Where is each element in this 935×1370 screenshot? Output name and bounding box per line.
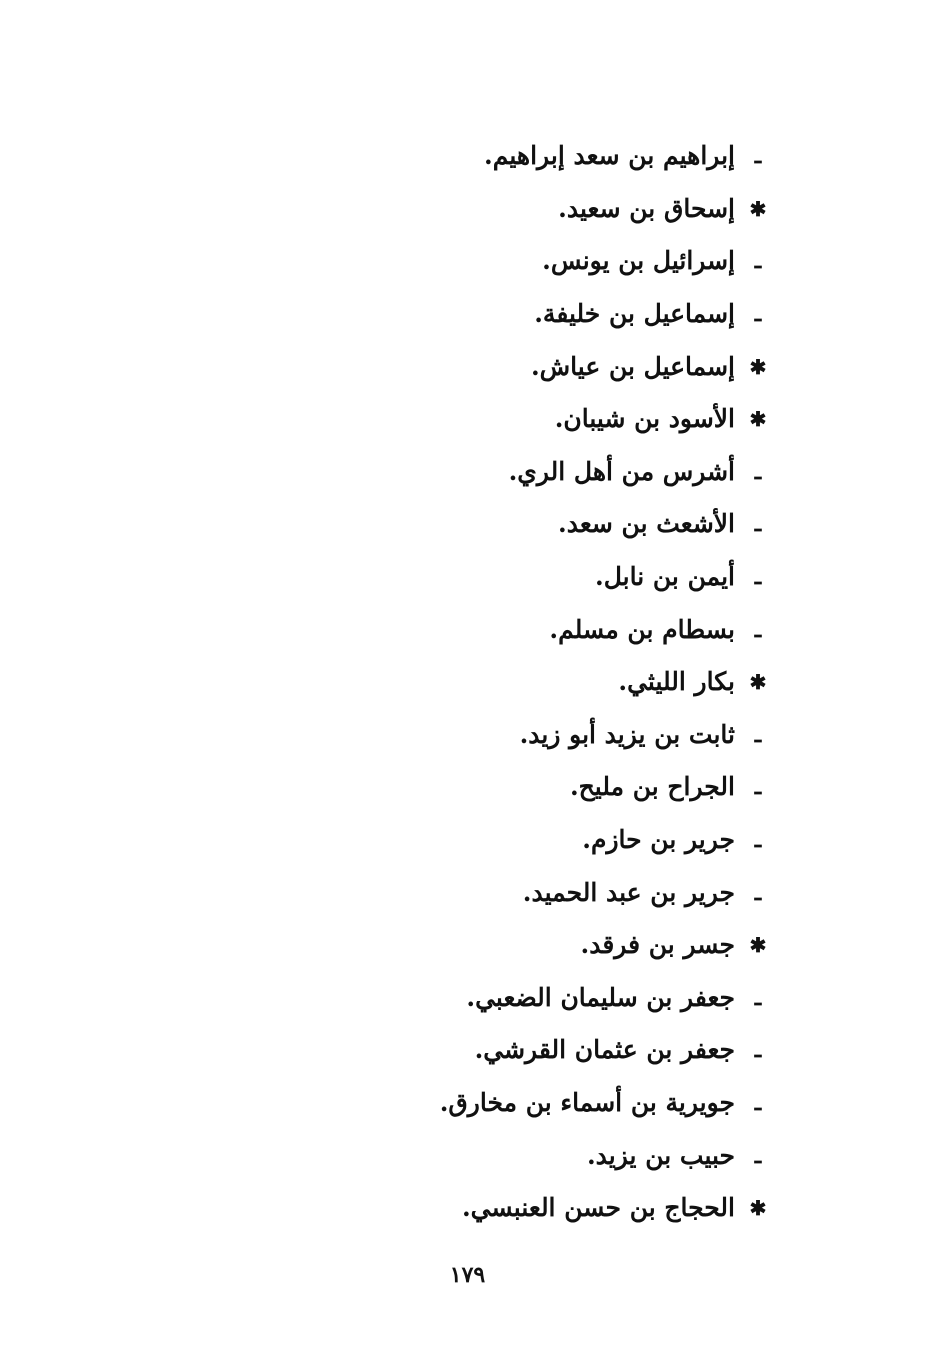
narrator-name: الأسود بن شيبان. xyxy=(554,404,735,434)
list-item xyxy=(355,1024,775,1077)
dash-marker: ـ xyxy=(754,511,762,538)
list-item xyxy=(355,866,775,919)
dash-marker: ـ xyxy=(754,879,762,906)
list-item xyxy=(355,1077,775,1130)
narrator-name: إسرائيل بن يونس. xyxy=(542,246,735,276)
list-item xyxy=(355,656,775,709)
list-item xyxy=(355,393,775,446)
dash-marker: ـ xyxy=(754,248,762,275)
narrator-name: جسر بن فرقد. xyxy=(580,930,735,960)
list-item xyxy=(355,130,775,183)
dash-marker: ـ xyxy=(754,564,762,591)
list-item xyxy=(355,919,775,972)
narrator-list xyxy=(355,130,775,1234)
narrator-name: جرير بن عبد الحميد. xyxy=(522,877,735,907)
narrator-name: ثابت بن يزيد أبو زيد. xyxy=(519,719,735,749)
narrator-name: أشرس من أهل الري. xyxy=(508,456,735,486)
list-item xyxy=(355,288,775,341)
list-item xyxy=(355,603,775,656)
asterisk-marker: ✱ xyxy=(749,670,767,695)
dash-marker: ـ xyxy=(754,1037,762,1064)
narrator-name: الأشعث بن سعد. xyxy=(558,509,735,539)
narrator-name: إسماعيل بن خليفة. xyxy=(534,299,735,329)
dash-marker: ـ xyxy=(754,774,762,801)
list-item xyxy=(355,761,775,814)
dash-marker: ـ xyxy=(754,1089,762,1116)
list-item xyxy=(355,814,775,867)
asterisk-marker: ✱ xyxy=(749,196,767,221)
page-number: ١٧٩ xyxy=(449,1262,486,1288)
narrator-name: إبراهيم بن سعد إبراهيم. xyxy=(484,141,735,171)
narrator-name: جويرية بن أسماء بن مخارق. xyxy=(439,1087,735,1117)
list-item xyxy=(355,709,775,762)
list-item xyxy=(355,446,775,499)
narrator-name: الجراح بن مليح. xyxy=(569,772,735,802)
asterisk-marker: ✱ xyxy=(749,933,767,958)
narrator-name: أيمن بن نابل. xyxy=(595,562,735,592)
dash-marker: ـ xyxy=(754,984,762,1011)
narrator-name: الحجاج بن حسن العنبسي. xyxy=(461,1193,735,1223)
list-item xyxy=(355,1129,775,1182)
narrator-name: بكار الليثي. xyxy=(618,667,735,697)
dash-marker: ـ xyxy=(754,721,762,748)
narrator-name: جرير بن حازم. xyxy=(582,825,735,855)
asterisk-marker: ✱ xyxy=(749,407,767,432)
dash-marker: ـ xyxy=(754,458,762,485)
narrator-name: حبيب بن يزيد. xyxy=(586,1140,735,1170)
dash-marker: ـ xyxy=(754,301,762,328)
dash-marker: ـ xyxy=(754,1142,762,1169)
list-item xyxy=(355,1182,775,1235)
narrator-name: بسطام بن مسلم. xyxy=(549,614,735,644)
asterisk-marker: ✱ xyxy=(749,1196,767,1221)
narrator-name: إسماعيل بن عياش. xyxy=(530,351,735,381)
list-item xyxy=(355,183,775,236)
list-item xyxy=(355,340,775,393)
asterisk-marker: ✱ xyxy=(749,354,767,379)
dash-marker: ـ xyxy=(754,827,762,854)
list-item xyxy=(355,498,775,551)
narrator-name: جعفر بن سليمان الضعبي. xyxy=(466,982,735,1012)
list-item xyxy=(355,972,775,1025)
list-item xyxy=(355,551,775,604)
narrator-name: جعفر بن عثمان القرشي. xyxy=(474,1035,735,1065)
dash-marker: ـ xyxy=(754,143,762,170)
narrator-name: إسحاق بن سعيد. xyxy=(558,193,735,223)
dash-marker: ـ xyxy=(754,616,762,643)
list-item xyxy=(355,235,775,288)
